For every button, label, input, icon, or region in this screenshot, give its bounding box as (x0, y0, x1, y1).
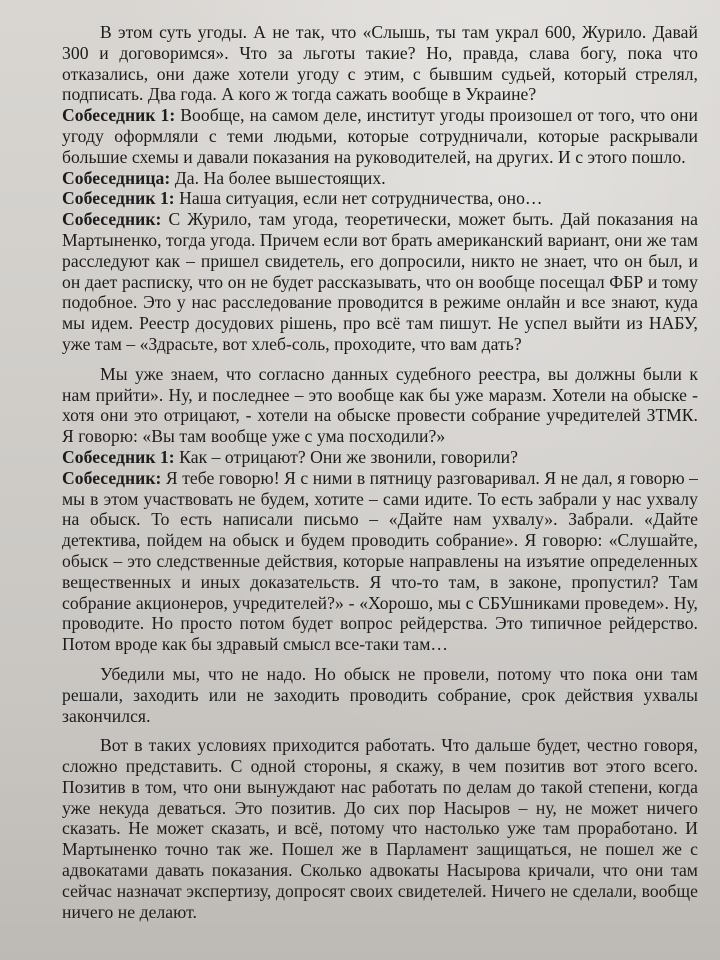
paragraph-text: Я тебе говорю! Я с ними в пятницу разговаривал. Я не дал, я говорю – мы в этом участвовать не будем, хотите – сами идите. То есть забрали у нас ухвалу на обыск. То есть написали письмо – «Дайте нам ухвалу». Забрали. «Дайте детектива, пойдем на обыск и будем проводить собрание». Я говорю: «Слушайте, обыск – это следственные действия, которые направлены на изъятие определенных вещественных и иных доказательств. Я что-то там, в законе, пропустил? Там собрание акционеров, учредителей?» - «Хорошо, мы с СБУшниками проведем». Ну, проводите. Но просто потом будет вопрос рейдерства. Это типичное рейдерство. Потом вроде как бы здравый смысл все-таки там… (62, 467, 698, 655)
paragraph-9 (62, 664, 698, 726)
speaker-label: Собеседник 1: (62, 105, 176, 126)
paragraph-text: Мы уже знаем, что согласно данных судебного реестра, вы должны были к нам прийти». Ну, и последнее – это вообще как бы уже маразм. Хотели на обыске - хотя они это отрицают, - хотели на обыске провести собрание учредителей ЗТМК. Я говорю: «Вы там вообще уже с ума посходили?» (62, 363, 698, 447)
paragraph-8 (62, 468, 698, 655)
paragraph-1 (62, 22, 698, 105)
speaker-label: Собеседник 1: (62, 446, 175, 467)
paragraph-text: Наша ситуация, если нет сотрудничества, оно… (174, 188, 543, 209)
transcript-text (62, 22, 698, 922)
speaker-label: Собеседник: (62, 467, 162, 488)
paragraph-4 (62, 188, 698, 209)
paragraph-3 (62, 168, 698, 189)
paragraph-6 (62, 364, 698, 447)
paragraph-text: Да. На более вышестоящих. (170, 167, 386, 188)
speaker-label: Собеседница: (62, 167, 171, 188)
speaker-label: Собеседник 1: (62, 188, 175, 209)
paragraph-text: Вообще, на самом деле, институт угоды произошел от того, что они угоду оформляли с теми людьми, которые сотрудничали, которые раскрывали большие схемы и давали показания на руководителей, на других. И с этого пошло. (62, 105, 698, 167)
speaker-label: Собеседник: (62, 209, 162, 230)
paragraph-2 (62, 105, 698, 167)
paragraph-text: В этом суть угоды. А не так, что «Слышь, ты там украл 600, Журило. Давай 300 и договоримся». Что за льготы такие? Но, правда, слава богу, пока что отказались, они даже хотели угоду с этим, с бывшим судьей, который стрелял, подписать. Два года. А кого ж тогда сажать вообще в Украине? (62, 22, 698, 105)
paragraph-text: Вот в таких условиях приходится работать. Что дальше будет, честно говоря, сложно представить. С одной стороны, я скажу, в чем позитив вот этого всего. Позитив в том, что они вынуждают нас работать по делам до такой степени, когда уже некуда деваться. Это позитив. До сих пор Насыров – ну, не может ничего сказать. Не может сказать, и всё, потому что настолько уже там проработано. И Мартыненко точно так же. Пошел же в Парламент защищаться, не пошел же с адвокатами давать показания. Сколько адвокаты Насырова кричали, что они там сейчас назначат экспертизу, допросят своих свидетелей. Ничего не сделали, вообще ничего не делают. (62, 735, 698, 922)
paragraph-text: С Журило, там угода, теоретически, может быть. Дай показания на Мартыненко, тогда угода. Причем если вот брать американский вариант, они же там расследуют как – пришел свидетель, его допросили, никто не знает, что он был, и он дает расписку, что он не будет рассказывать, что он вообще посещал ФБР и тому подобное. Это у нас расследование проводится в режиме онлайн и все знают, куда мы идем. Реестр досудових рішень, про всё там пишут. Не успел выйти из НАБУ, уже там – «Здрасьте, вот хлеб-соль, проходите, что вам дать? (62, 209, 698, 354)
paragraph-7 (62, 447, 698, 468)
paragraph-text: Как – отрицают? Они же звонили, говорили? (174, 446, 518, 467)
paragraph-5 (62, 209, 698, 355)
paragraph-text: Убедили мы, что не надо. Но обыск не провели, потому что пока они там решали, заходить или не заходить проводить собрание, срок действия ухвалы закончился. (62, 663, 698, 726)
paragraph-10 (62, 735, 698, 922)
